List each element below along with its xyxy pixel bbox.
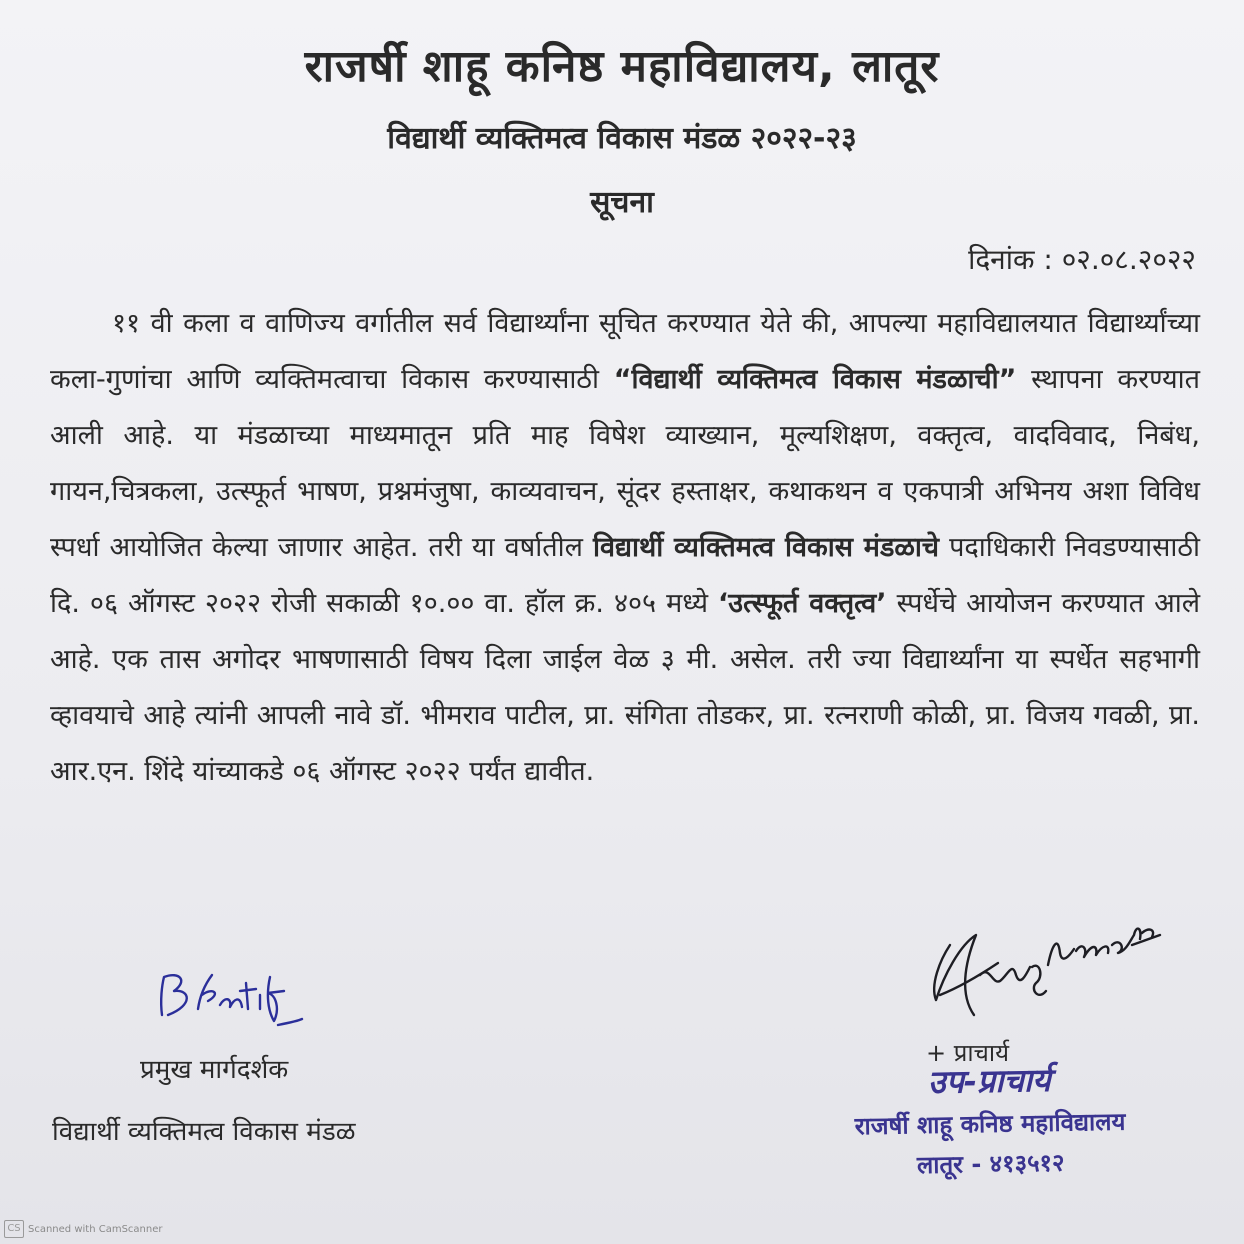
body-part-1: ११ वी कला व वाणिज्य वर्गातील सर्व विद्यार्थ्यांना सूचित करण्यात येते की, आपल्या महाविद्यालयात विद्यार्थ्यांच्या कला-गुणांचा आणि व्यक्तिमत्वाचा विकास करण्यासाठी: [50, 308, 1200, 395]
notice-heading: सूचना: [590, 185, 654, 220]
body-bold-1: “विद्यार्थी व्यक्तिमत्व विकास मंडळाची”: [613, 364, 1017, 395]
right-signatory-role: + प्राचार्य: [926, 1039, 1009, 1067]
left-signatory-role: प्रमुख मार्गदर्शक: [140, 1055, 289, 1085]
stamp-city: लातूर - ४१३५१२: [916, 1148, 1065, 1180]
body-part-2: स्थापना करण्यात आली आहे. या मंडळाच्या माध्यमातून प्रति माह विषेश व्याख्यान, मूल्यशिक्षण, वक्तृत्व, वादविवाद, निबंध, गायन,चित्रकला, उत्स्फूर्त भाषण, प्रश्नमंजुषा, काव्यवाचन, सूंदर हस्ताक्षर, कथाकथन व एकपात्री अभिनय अशा विविध स्पर्धा आयोजित केल्या जाणार आहेत. तरी या वर्षातील: [50, 364, 1200, 563]
watermark-text: Scanned with CamScanner: [28, 1223, 163, 1235]
right-signature: [920, 905, 1170, 1035]
college-title: राजर्षी शाहू कनिष्ठ महाविद्यालय, लातूर: [304, 41, 940, 92]
body-part-3: पदाधिकारी निवडण्यासाठी दि. ०६ ऑगस्ट २०२२ रोजी सकाळी १०.०० वा. हॉल क्र. ४०५ मध्ये: [50, 532, 1200, 619]
notice-body: [50, 296, 1200, 800]
body-bold-2: विद्यार्थी व्यक्तिमत्व विकास मंडळाचे: [592, 532, 940, 563]
left-signatory-committee: विद्यार्थी व्यक्तिमत्व विकास मंडळ: [52, 1117, 356, 1147]
body-part-4: स्पर्धेचे आयोजन करण्यात आले आहे. एक तास अगोदर भाषणासाठी विषय दिला जाईल वेळ ३ मी. असेल. तरी ज्या विद्यार्थ्यांना या स्पर्धेत सहभागी व्हावयाचे आहे त्यांनी आपली नावे डॉ. भीमराव पाटील, प्रा. संगिता तोडकर, प्रा. रत्नराणी कोळी, प्रा. विजय गवळी, प्रा. आर.एन. शिंदे यांच्याकडे ०६ ऑगस्ट २०२२ पर्यंत द्यावीत.: [50, 588, 1200, 787]
notice-date: दिनांक : ०२.०८.२०२२: [968, 243, 1196, 276]
stamp-designation: उप-प्राचार्य: [927, 1060, 1051, 1102]
office-stamp: [819, 1055, 1161, 1187]
body-bold-3: ‘उत्स्फूर्त वक्तृत्व’: [718, 588, 887, 619]
camscanner-logo-icon: CS: [4, 1220, 24, 1238]
scanner-watermark: [4, 1220, 163, 1238]
left-signature: [150, 965, 310, 1035]
stamp-college: राजर्षी शाहू कनिष्ठ महाविद्यालय: [854, 1107, 1126, 1141]
committee-subtitle: विद्यार्थी व्यक्तिमत्व विकास मंडळ २०२२-२३: [387, 121, 857, 156]
